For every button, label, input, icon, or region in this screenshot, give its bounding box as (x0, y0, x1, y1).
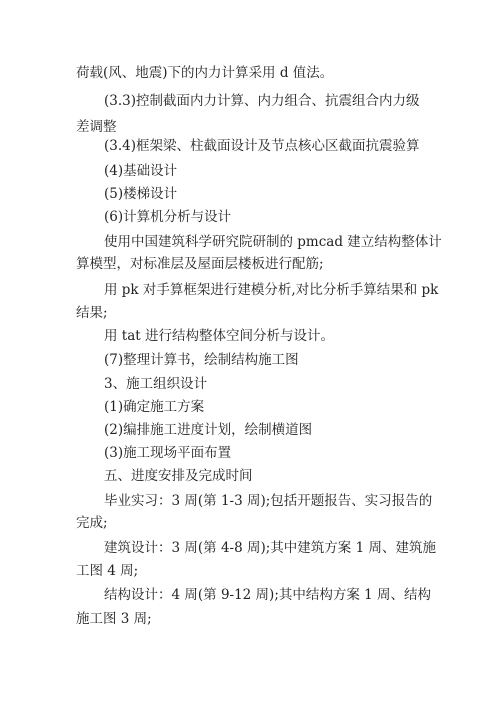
text-line: 施工图 3 周; (76, 611, 152, 627)
text-line: (3.4)框架梁、柱截面设计及节点核心区截面抗震验算 (104, 138, 420, 154)
text-line: 差调整 (76, 119, 117, 135)
text-line: 毕业实习：3 周(第 1-3 周);包括开题报告、实习报告的 (104, 493, 433, 509)
text-line: 结果; (76, 305, 108, 321)
text-line: (4)基础设计 (104, 163, 178, 179)
text-line: (6)计算机分析与设计 (104, 209, 232, 225)
text-line: (3)施工现场平面布置 (104, 445, 232, 461)
text-line: 建筑设计：3 周(第 4-8 周);其中建筑方案 1 周、建筑施 (104, 540, 436, 556)
text-line: 算模型，对标准层及屋面层楼板进行配筋; (76, 256, 324, 272)
text-line: 工图 4 周; (76, 563, 139, 579)
text-line: 使用中国建筑科学研究院研制的 pmcad 建立结构整体计 (104, 234, 442, 250)
text-line: 荷载(风、地震)下的内力计算采用 d 值法。 (76, 65, 334, 81)
text-line: 用 tat 进行结构整体空间分析与设计。 (104, 328, 334, 344)
text-line: 用 pk 对手算框架进行建模分析,对比分析手算结果和 pk (104, 282, 439, 298)
text-line: (7)整理计算书，绘制结构施工图 (104, 352, 299, 368)
text-line: 五、进度安排及完成时间 (104, 468, 253, 484)
text-line: (2)编排施工进度计划，绘制横道图 (104, 422, 313, 438)
text-line: (5)楼梯设计 (104, 186, 178, 202)
text-line: 结构设计：4 周(第 9-12 周);其中结构方案 1 周、结构 (104, 587, 432, 603)
text-line: 3、施工组织设计 (104, 376, 208, 392)
text-line: 完成; (76, 515, 108, 531)
text-line: (1)确定施工方案 (104, 399, 205, 415)
text-line: (3.3)控制截面内力计算、内力组合、抗震组合内力级 (104, 93, 420, 109)
